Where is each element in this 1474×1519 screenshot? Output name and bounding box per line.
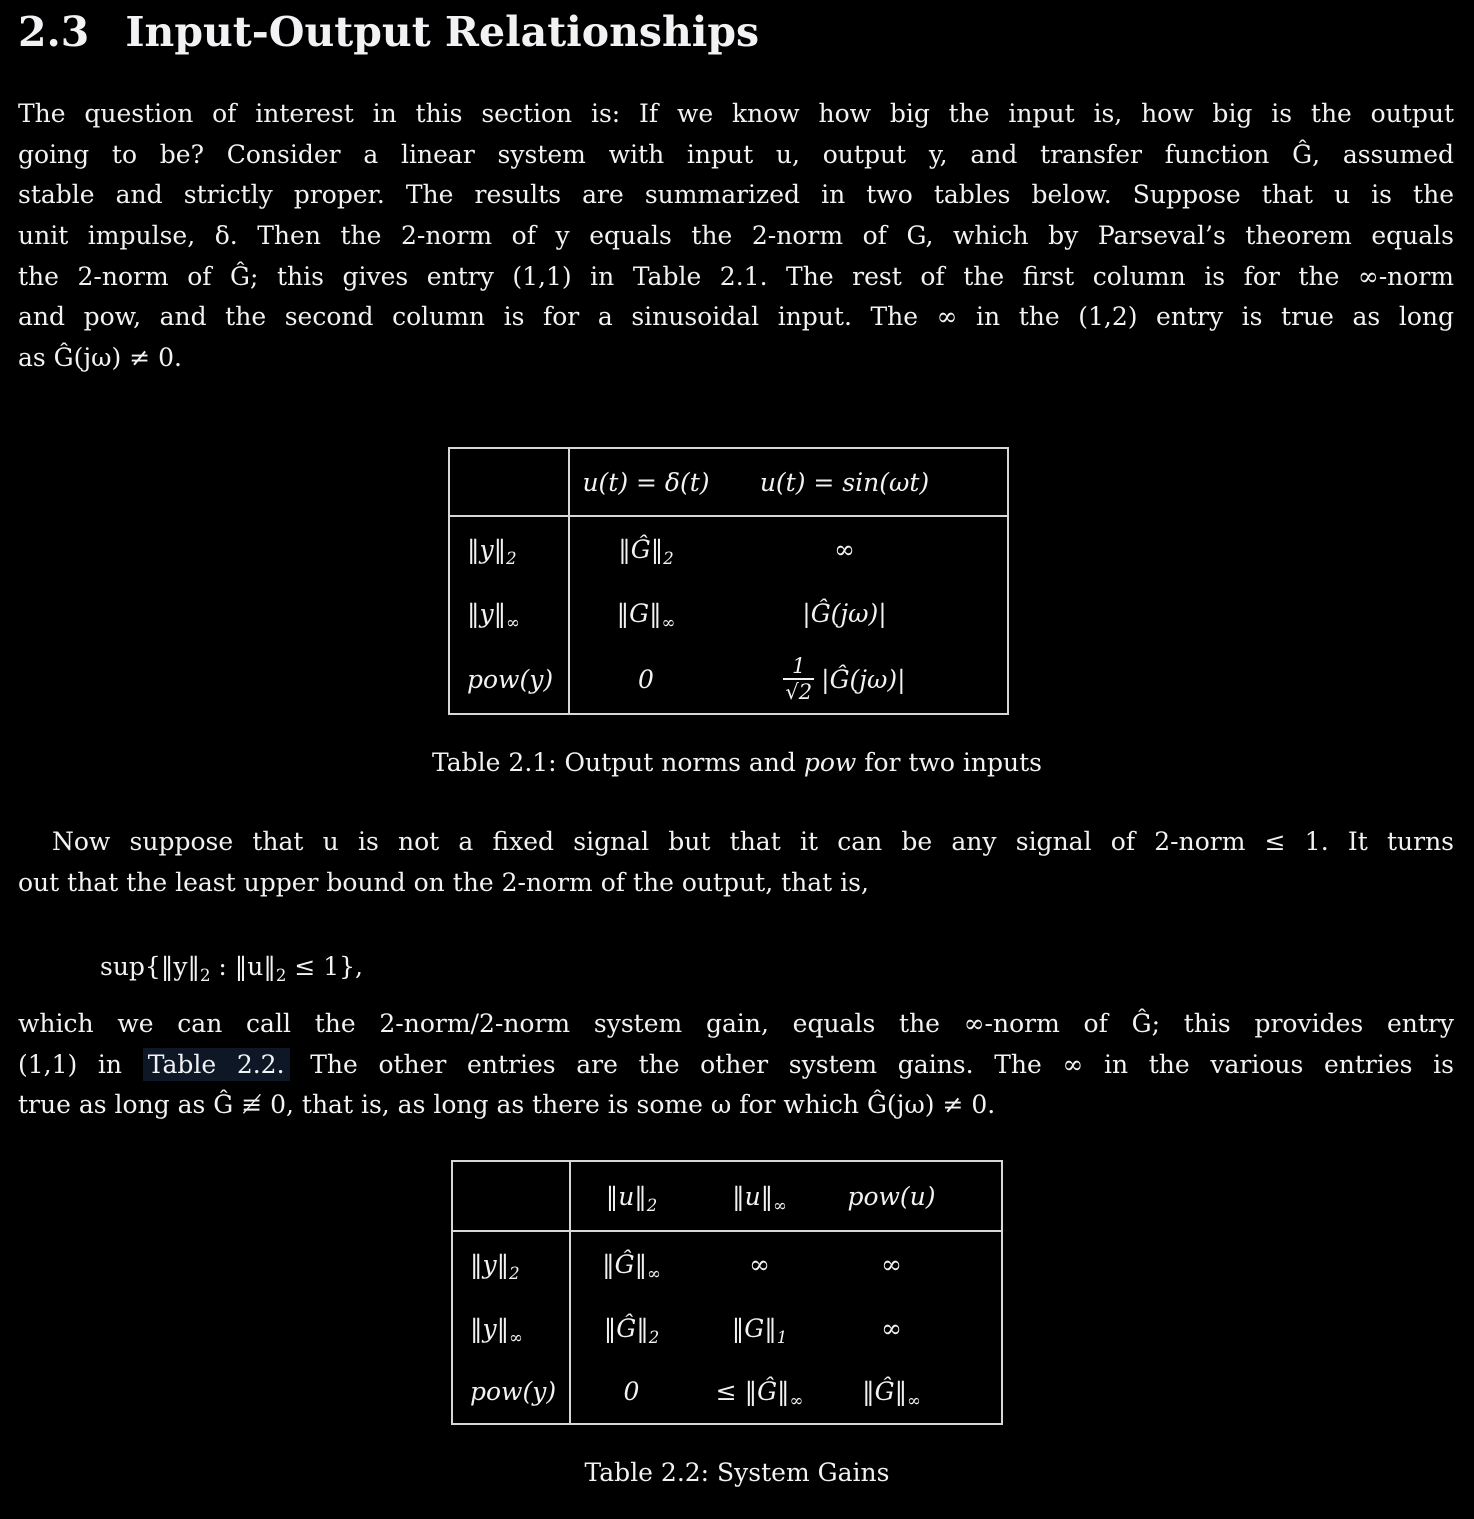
sup-norm-equation: $sup\{‖y‖_2$ : $‖u‖_2 \le 1$}, [100, 952, 363, 985]
table1-row3-cell2: $\frac{1}{√2}$ |Ĝ(jω)| [785, 653, 906, 704]
table1-row1-label: $‖y‖_2$ [450, 517, 570, 581]
table1-header-impulse: u(t) = δ(t) [570, 449, 722, 517]
table2-row2-cell3: ∞ [881, 1313, 902, 1343]
table2-row1-cell1: $‖Ĝ‖_\infty$ [602, 1249, 661, 1283]
table2-row2-cell2: $‖G‖_1$ [731, 1313, 788, 1347]
one-over-sqrt2-fraction: $\frac{1}{√2}$ [785, 653, 813, 704]
section-heading [18, 8, 759, 56]
table-2-2-link[interactable]: Table 2.2. [143, 1048, 290, 1081]
table2-row1-cell3: ∞ [881, 1249, 902, 1279]
para2-line-1: Now suppose that u is not a fixed signal but that it can be any signal of 2-norm ≤ 1. It turns [52, 827, 1454, 856]
table1-row2-cell2: |Ĝ(jω)| [802, 598, 887, 628]
table2-row1-label: $‖y‖_2$ [453, 1232, 571, 1296]
table2-header-powu: pow(u) [827, 1162, 1001, 1232]
paragraph-3 [18, 1004, 1454, 1126]
table2-row3-cell1: 0 [623, 1377, 640, 1406]
para1-line-2: going to be? Consider a linear system with input u, output y, and transfer function Ĝ, assumed [18, 139, 1454, 169]
table2-row3-cell3: $‖Ĝ‖_\infty$ [862, 1377, 921, 1410]
table2-caption: Table 2.2: System Gains [584, 1458, 890, 1487]
para3-line-2: (1,1) in Table 2.2. The other entries are the other system gains. The ∞ in the various entries is [18, 1049, 1454, 1079]
para1-line-7: as Ĝ(jω) ≠ 0. [18, 343, 182, 373]
table1-row2-cell1: $‖G‖_\infty$ [616, 598, 676, 632]
table2-header-u2: $‖u‖_2$ [571, 1162, 692, 1232]
table1-row1-cell1: $‖Ĝ‖_2$ [618, 534, 674, 568]
table1-row3-cell1: 0 [638, 664, 654, 694]
system-gains-table [451, 1160, 1003, 1425]
para1-line-5: the 2-norm of Ĝ; this gives entry (1,1) in Table 2.1. The rest of the first column is for the ∞-norm [18, 261, 1454, 291]
paragraph-1 [18, 94, 1454, 379]
para1-line-3: stable and strictly proper. The results are summarized in two tables below. Suppose that u is the [18, 180, 1454, 210]
output-norms-table [448, 447, 1009, 715]
para1-line-4: unit impulse, δ. Then the 2-norm of y equals the 2-norm of G, which by Parseval’s theorem equals [18, 221, 1454, 251]
table2-header-uinf: $‖u‖_\infty$ [692, 1162, 827, 1232]
section-title: Input-Output Relationships [125, 8, 760, 56]
table1-header-sinusoid: u(t) = sin(ωt) [722, 449, 1007, 517]
table1-row3-label: pow(y) [450, 645, 570, 713]
table2-corner-cell [453, 1162, 571, 1232]
para3-line-1: which we can call the 2-norm/2-norm system gain, equals the ∞-norm of Ĝ; this provides entry [18, 1009, 1454, 1038]
table1-caption: Table 2.1: Output norms and pow for two inputs [432, 748, 1042, 777]
table2-row2-cell1: $‖Ĝ‖_2$ [603, 1313, 660, 1347]
table1-corner-cell [450, 449, 570, 517]
table1-row1-cell2: ∞ [834, 534, 855, 564]
table2-row2-label: $‖y‖_\infty$ [453, 1296, 571, 1360]
paragraph-2 [18, 822, 1454, 903]
table2-row3-cell2: ≤ $‖Ĝ‖_\infty$ [715, 1377, 804, 1410]
para2-line-2: out that the least upper bound on the 2-norm of the output, that is, [18, 867, 869, 897]
para3-line-3: true as long as Ĝ ≢ 0, that is, as long as there is some ω for which Ĝ(jω) ≠ 0. [18, 1090, 996, 1120]
para1-line-6: and pow, and the second column is for a sinusoidal input. The ∞ in the (1,2) entry is true as long [18, 302, 1454, 332]
table2-row3-label: pow(y) [453, 1360, 571, 1423]
table2-row1-cell2: ∞ [749, 1249, 770, 1279]
table1-row2-label: $‖y‖_\infty$ [450, 581, 570, 645]
section-number: 2.3 [18, 8, 90, 56]
para1-line-1: The question of interest in this section is: If we know how big the input is, how big is the output [18, 99, 1454, 128]
